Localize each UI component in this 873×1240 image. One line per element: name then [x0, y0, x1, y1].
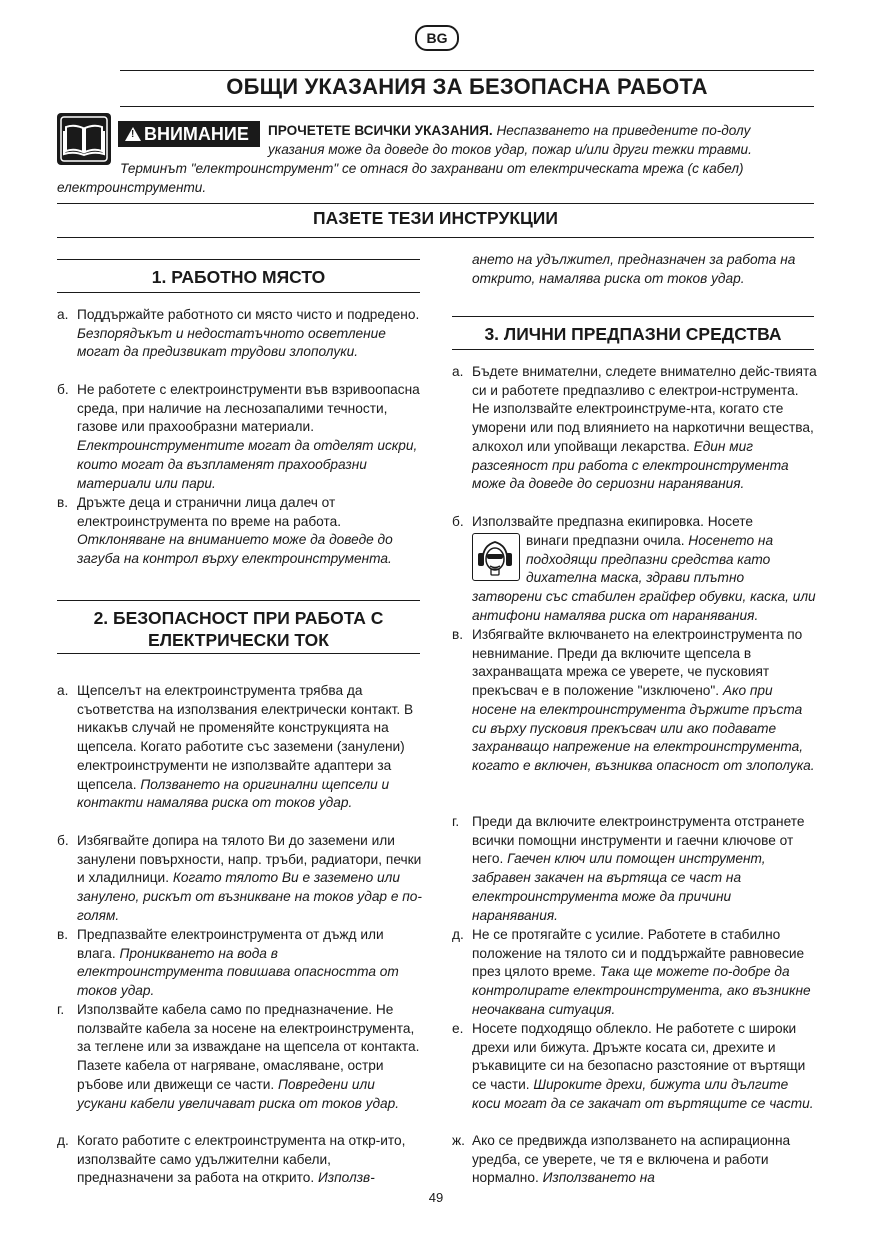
list-item: в. Предпазвайте електроинструмента от дъжд или влага. Проникването на вода в електроинструмента повишава опасността от токов удар. — [57, 927, 399, 999]
list-item: в. Дръжте деца и странични лица далеч от електроинструмента по време на работа. Отклоняване на вниманието може да доведе до загуба на контрол върху електроинструмента. — [57, 495, 393, 567]
divider — [57, 653, 420, 654]
list-item-continued: винаги предпазни очила. Носенето на подходящи предпазни средства като дихателна маска, здрави плътно — [526, 533, 774, 586]
intro-line-4: електроинструменти. — [57, 180, 207, 195]
list-item: е. Носете подходящо облекло. Не работете с широки дрехи или бижута. Дръжте косата си, дрехите и ръкавиците си на безопасно разстояние от въртящи се части. Широките дрехи, бижута или дългите коси могат да се закачат от въртящите се части. — [452, 1021, 814, 1111]
continuation-text: ането на удължител, предназначен за работа на открито, намалява риска от токов удар. — [472, 252, 796, 286]
section-3-title: 3. ЛИЧНИ ПРЕДПАЗНИ СРЕДСТВА — [484, 324, 782, 344]
warning-label — [118, 121, 260, 147]
divider — [120, 106, 814, 107]
divider — [57, 237, 814, 238]
list-item: а. Бъдете внимателни, следете внимателно дейс-твията си и работете предпазливо с електрои-нструмента. Не използвайте електроинструме-нта, когато сте уморени или под влиянието на наркотични вещества, алкохол или упойващи лекарства. Един миг разсеяност при работа с електроинструмента може да доведе до сериозни наранявания. — [452, 364, 817, 492]
list-item: ж. Ако се предвижда използването на аспирационна уредба, се уверете, че тя е включена и работи нормално. Използването на — [452, 1133, 791, 1186]
save-instructions-title: ПАЗЕТЕ ТЕЗИ ИНСТРУКЦИИ — [313, 208, 558, 228]
section-2-title: 2. БЕЗОПАСНОСТ ПРИ РАБОТА С ЕЛЕКТРИЧЕСКИ ТОК — [93, 608, 384, 650]
list-item-continued: затворени със стабилен грайфер обувки, каска, или антифони намалява риска от наранявания. — [472, 589, 816, 623]
list-item: г. Използвайте кабела само по предназначение. Не ползвайте кабела за носене на електроинструмента, за теглене или за изваждане на щепсела от контакта. Пазете кабела от нагряване, омасляване, остри ръбове или движещи се части. Повредени или усукани кабели увеличават риска от токов удар. — [57, 1002, 420, 1111]
list-item: б. Използвайте предпазна екипировка. Носете — [452, 514, 753, 529]
section-1-title: 1. РАБОТНО МЯСТО — [151, 267, 326, 287]
safety-goggles-icon — [472, 533, 520, 581]
divider — [120, 70, 814, 71]
list-item: б. Избягвайте допира на тялото Ви до заземени или занулени повърхности, напр. тръби, радиатори, печки и хладилници. Когато тялото Ви е заземено или занулено, рискът от възникване на токов удар е по-голям. — [57, 833, 422, 923]
warning-triangle-icon: ! — [125, 127, 141, 141]
language-badge: BG — [415, 25, 459, 51]
page-number: 49 — [428, 1190, 444, 1205]
list-item: д. Не се протягайте с усилие. Работете в стабилно положение на тялото си и поддържайте равновесие през цялото време. Така ще можете по-добре да контролирате електроинструмента, ако възникне неочаквана ситуация. — [452, 927, 811, 1017]
divider — [452, 316, 814, 317]
list-item: д. Когато работите с електроинструмента на откр-ито, използвайте само удължителни кабели, предназначени за работа на открито. Използв- — [57, 1133, 406, 1186]
list-item: г. Преди да включите електроинструмента отстранете всички помощни инструменти и гаечни ключове от него. Гаечен ключ или помощен инструмент, забравен закачен на въртяща се част на електроинструмента може да причини наранявания. — [452, 814, 805, 923]
list-item: а. Поддържайте работното си място чисто и подредено. Безпорядъкът и недостатъчното осветление могат да предизвикат трудови злополуки. — [57, 307, 420, 360]
page-title: ОБЩИ УКАЗАНИЯ ЗА БЕЗОПАСНА РАБОТА — [226, 74, 708, 99]
divider — [452, 349, 814, 350]
list-item: а. Щепселът на електроинструмента трябва да съответства на използвания електрически контакт. В никакъв случай не променяйте конструкцията на щепсела. Когато работите със заземени (занулени) електроинструменти не използвайте адаптери за щепсела. Ползването на оригинални щепсели и контакти намалява риска от токов удар. — [57, 683, 414, 811]
warning-label-text: ВНИМАНИЕ — [144, 124, 249, 144]
intro-line-2: указания може да доведе до токов удар, пожар и/или други тежки травми. — [268, 142, 752, 157]
divider — [57, 203, 814, 204]
intro-line-3: Терминът "електроинструмент" се отнася до захранвани от електрическата мрежа (с кабел) — [120, 161, 744, 176]
list-item: б. Не работете с електроинструменти във взривоопасна среда, при наличие на леснозапалими течности, газове или прахообразни материали. Електроинструментите могат да отделят искри, които могат да възпламенят прахообразни материали или пари. — [57, 382, 420, 491]
divider — [57, 600, 420, 601]
divider — [57, 292, 420, 293]
intro-line-1: ПРОЧЕТЕТЕ ВСИЧКИ УКАЗАНИЯ. Неспазването на приведените по-долу — [268, 123, 751, 138]
divider — [57, 259, 420, 260]
book-icon — [57, 113, 111, 165]
list-item: в. Избягвайте включването на електроинструмента по невнимание. Преди да включите щепсела в захранващата мрежа се уверете, че пусковият прекъсвач е в положение "изключено". Ако при носене на електроинструмента държите пръста си върху пусковия прекъсвач или ако подавате захранващо напрежение на електроинструмента, когато е включен, възниква опасност от злополука. — [452, 627, 815, 773]
